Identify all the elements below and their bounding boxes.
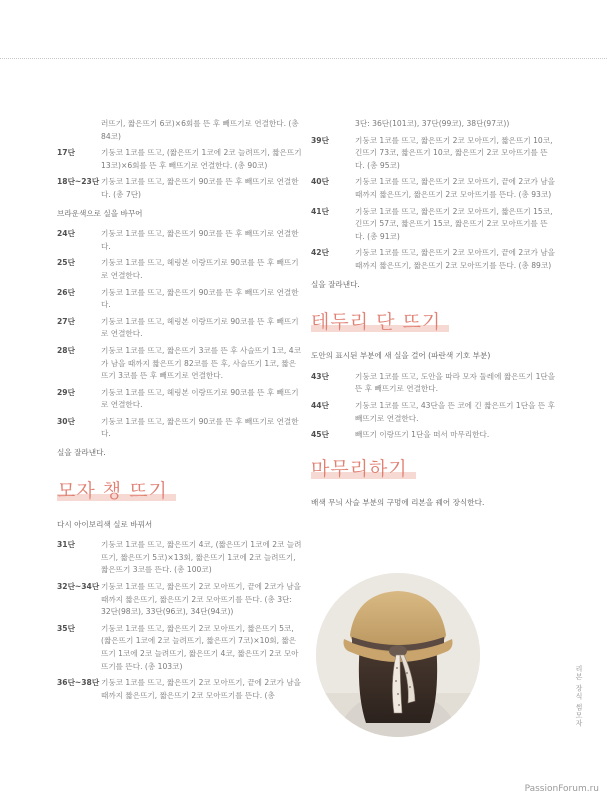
row-label: 18단~23단: [57, 177, 100, 187]
row-label: 42단: [311, 248, 329, 258]
row-text: 기둥코 1코를 뜨고, 짧은뜨기 2코 모아뜨기, 짧은뜨기 5코, (짧은뜨기 1코에 2코 늘려뜨기, 짧은뜨기 7코)×10회, 짧은뜨기 1코에 2코 늘려뜨기, 짧은뜨기 4코, 짧은뜨기 2코 모아뜨기를 뜬다. (총 103코): [101, 623, 299, 671]
woman-wearing-hat-illustration: [316, 573, 480, 737]
row-text: 기둥코 1코를 뜨고, 도안을 따라 모자 둘레에 짧은뜨기 1단을 뜬 후 빼뜨기로 연결한다.: [355, 371, 556, 394]
row-text: 빼뜨기 이랑뜨기 1단을 떠서 마무리한다.: [355, 430, 490, 440]
continued-text: 3단: 36단(101코), 37단(99코), 38단(97코)): [355, 119, 510, 128]
top-dotted-rule: [0, 58, 607, 59]
row-text: 기둥코 1코를 뜨고, 짧은뜨기 2코 모아뜨기, 짧은뜨기 15코, 긴뜨기 57코, 짧은뜨기 15코, 짧은뜨기 2코 모아뜨기를 뜬다. (총 91코): [355, 206, 553, 241]
row-label: 24단: [57, 229, 75, 239]
row-text: 기둥코 1코를 뜨고, 43단을 뜬 코에 긴 짧은뜨기 1단을 뜬 후 빼뜨기로 연결한다.: [355, 400, 555, 423]
row-instruction: [57, 416, 302, 441]
row-label: 32단~34단: [57, 582, 100, 592]
section-heading-brim: 모자 챙 뜨기: [57, 476, 168, 503]
row-text: 기둥코 1코를 뜨고, 짧은뜨기 90코를 뜬 후 빼뜨기로 연결한다.: [101, 229, 299, 251]
row-label: 25단: [57, 258, 75, 268]
watermark: PassionForum.ru: [524, 784, 599, 794]
row-text: 기둥코 1코를 뜨고, 헤링본 이랑뜨기로 90코를 뜬 후 빼뜨기로 연결한다.: [101, 387, 299, 410]
row-text: 기둥코 1코를 뜨고, 짧은뜨기 2코 모아뜨기, 끝에 2코가 남을 때까지 짧은뜨기, 짧은뜨기 2코 모아뜨기를 뜬다. (총: [101, 678, 302, 700]
row-instruction: [57, 387, 302, 412]
row-text: 기둥코 1코를 뜨고, (짧은뜨기 1코에 2코 늘려뜨기, 짧은뜨기 13코)×6회를 뜬 후 빼뜨기로 연결한다. (총 90코): [101, 148, 302, 170]
cut-yarn-note: 실을 잘라낸다.: [57, 448, 106, 458]
cut-yarn-note: 실을 잘라낸다.: [311, 279, 360, 289]
row-label: 26단: [57, 287, 75, 297]
hat-photo: [316, 573, 480, 737]
row-instruction: [57, 581, 302, 619]
row-text: 기둥코 1코를 뜨고, 짧은뜨기 4코, (짧은뜨기 1코에 2코 늘려뜨기, 짧은뜨기 5코)×13회, 짧은뜨기 1코에 2코 늘려뜨기, 짧은뜨기 3코를 뜬다. (총 100코): [101, 540, 302, 575]
heading-wrap: [311, 446, 557, 491]
row-text: 기둥코 1코를 뜨고, 짧은뜨기 90코를 뜬 후 빼뜨기로 연결한다. (총 7단): [101, 177, 299, 199]
row-instruction: [57, 539, 302, 577]
side-caption: 리본 장식 썸모자: [575, 665, 583, 728]
section-heading-edging: 테두리 단 뜨기: [311, 307, 441, 334]
heading-wrap: [57, 468, 302, 513]
row-instruction: [311, 247, 557, 272]
finishing-note: 배색 무늬 사슬 부분의 구멍에 리본을 꿰어 장식한다.: [311, 497, 485, 507]
row-instruction: [311, 400, 557, 425]
left-column: [57, 118, 302, 706]
color-change-note: 다시 아이보리색 실로 바꿔서: [57, 519, 153, 529]
right-column: [311, 118, 557, 517]
heading-wrap: [311, 299, 557, 344]
row-instruction: [57, 677, 302, 702]
row-instruction: [311, 135, 557, 173]
row-text: 기둥코 1코를 뜨고, 짧은뜨기 2코 모아뜨기, 끝에 2코가 남을 때까지 짧은뜨기, 짧은뜨기 2코 모아뜨기를 뜬다. (총 89코): [355, 248, 556, 270]
row-label: 45단: [311, 430, 329, 440]
row-instruction: [57, 147, 302, 172]
row-label: 27단: [57, 316, 75, 326]
row-label: 44단: [311, 400, 329, 410]
row-label: 36단~38단: [57, 678, 100, 688]
row-instruction: [57, 287, 302, 312]
row-text: 기둥코 1코를 뜨고, 짧은뜨기 2코 모아뜨기, 끝에 2코가 남을 때까지 짧은뜨기, 짧은뜨기 2코 모아뜨기를 뜬다. (총 93코): [355, 177, 556, 199]
row-instruction: [311, 429, 557, 442]
row-label: 39단: [311, 135, 329, 145]
row-text: 기둥코 1코를 뜨고, 짧은뜨기 2코 모아뜨기, 짧은뜨기 10코, 긴뜨기 73코, 짧은뜨기 10코, 짧은뜨기 2코 모아뜨기를 뜬다. (총 95코): [355, 135, 553, 170]
row-text: 기둥코 1코를 뜨고, 헤링본 이랑뜨기로 90코를 뜬 후 빼뜨기로 연결한다.: [101, 316, 299, 339]
row-instruction: [57, 228, 302, 253]
row-text: 기둥코 1코를 뜨고, 짧은뜨기 90코를 뜬 후 빼뜨기로 연결한다.: [101, 416, 299, 439]
continued-text: 러뜨기, 짧은뜨기 6코)×6회를 뜬 후 빼뜨기로 연결한다. (총 84코): [101, 119, 299, 141]
row-instruction: [311, 206, 557, 244]
row-text: 기둥코 1코를 뜨고, 짧은뜨기 90코를 뜬 후 빼뜨기로 연결한다.: [101, 287, 299, 310]
row-label: 41단: [311, 206, 329, 216]
row-instruction: [57, 316, 302, 341]
row-text: 기둥코 1코를 뜨고, 짧은뜨기 3코를 뜬 후 사슬뜨기 1코, 4코가 남을 때까지 짧은뜨기 82코를 뜬 후, 사슬뜨기 1코, 짧은뜨기 3코를 뜬 후 빼뜨기로 연결한다.: [101, 345, 301, 381]
row-instruction: [311, 176, 557, 201]
row-label: 29단: [57, 387, 75, 397]
color-change-note: 브라운색으로 실을 바꾸어: [57, 208, 143, 218]
row-instruction: [57, 257, 302, 282]
row-instruction: [57, 345, 302, 383]
row-instruction: [57, 623, 302, 673]
row-label: 28단: [57, 345, 75, 355]
row-instruction: [57, 176, 302, 201]
row-label: 35단: [57, 623, 75, 633]
row-label: 40단: [311, 177, 329, 187]
row-label: 17단: [57, 148, 75, 158]
row-text: 기둥코 1코를 뜨고, 짧은뜨기 2코 모아뜨기, 끝에 2코가 남을 때까지 짧은뜨기, 짧은뜨기 2코 모아뜨기를 뜬다. (총 3단: 32단(98코), 33단(96코), 34단(94코)): [101, 582, 302, 617]
row-text: 기둥코 1코를 뜨고, 헤링본 이랑뜨기로 90코를 뜬 후 빼뜨기로 연결한다.: [101, 258, 299, 280]
section-heading-finishing: 마무리하기: [311, 454, 408, 481]
row-instruction: [311, 371, 557, 396]
attach-yarn-note: 도안의 표시된 부분에 새 실을 걸어 (파란색 기호 부분): [311, 351, 491, 361]
row-label: 31단: [57, 540, 75, 550]
row-label: 43단: [311, 371, 329, 381]
row-label: 30단: [57, 416, 75, 426]
